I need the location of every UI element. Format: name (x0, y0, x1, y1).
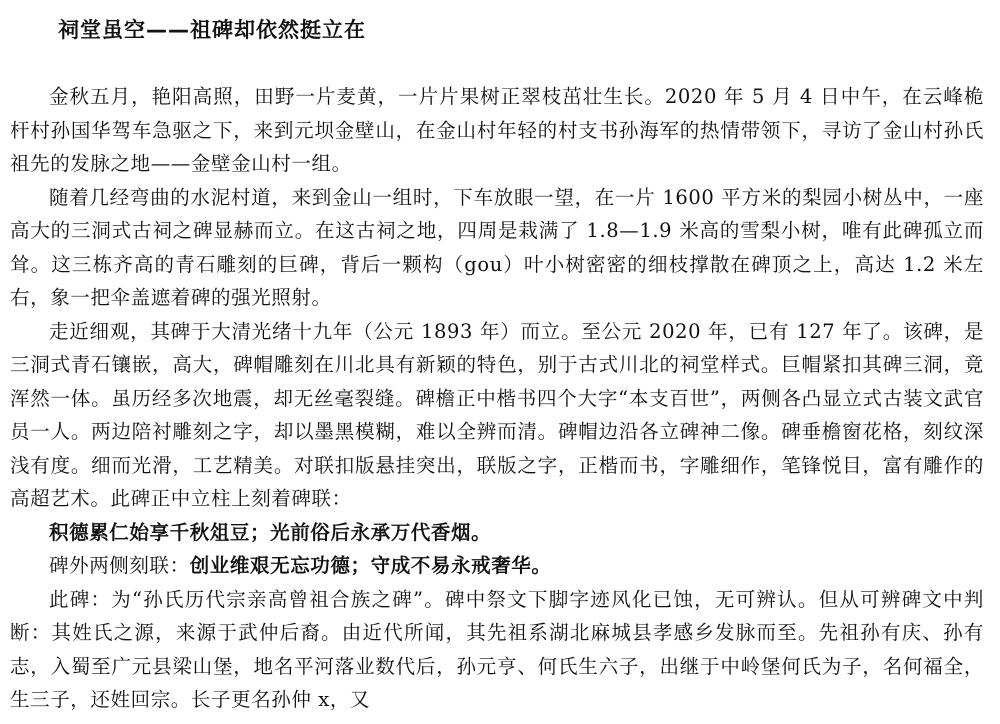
paragraph-stele-description: 走近细观，其碑于大清光绪十九年（公元 1893 年）而立。至公元 2020 年，已有 127 年了。该碑，是三洞式青石镶嵌，高大，碑帽雕刻在川北具有新颖的特色，别于古式川北的祠堂样式。巨帽紧扣其碑三洞，竟浑然一体。虽历经多次地震，却无丝毫裂缝。碑檐正中楷书四个大字“本支百世”，两侧各凸显立式古装文武官员一人。两边陪衬雕刻之字，却以墨黑模糊，难以全辨而清。碑帽边沿各立碑神二像。碑垂檐窗花格，刻纹深浅有度。细而光滑，工艺精美。对联扣版悬挂突出，联版之字，正楷而书，字雕细作，笔锋悦目，富有雕作的高超艺术。此碑正中立柱上刻着碑联： (10, 319, 984, 510)
couplet-side-lead: 碑外两侧刻联： (49, 554, 190, 577)
paragraph-origin: 此碑：为“孙氏历代宗亲高曾祖合族之碑”。碑中祭文下脚字迹风化已蚀，无可辨认。但从可辨碑文中判断：其姓氏之源，来源于武仲后裔。由近代所闻，其先祖系湖北麻城县孝感乡发脉而至。先祖孙有庆、孙有志，入蜀至广元县梁山堡，地名平河落业数代后，孙元亨、何氏生六子，出继于中岭堡何氏为子，名何福全，生三子，还姓回宗。长子更名孙仲 x，又 (10, 587, 984, 711)
article-body (10, 80, 984, 717)
couplet-side-line (10, 549, 984, 583)
couplet-side: 创业维艰无忘功德；守成不易永戒奢华。 (189, 554, 552, 577)
couplet-main: 积德累仁始享千秋俎豆；光前俗后永承万代香烟。 (49, 520, 492, 544)
article-title: 祠堂虽空——祖碑却依然挺立在 (58, 18, 366, 42)
paragraph-arrival: 随着几经弯曲的水泥村道，来到金山一组时，下车放眼一望，在一片 1600 平方米的梨园小树丛中，一座高大的三洞式古祠之碑显赫而立。在这古祠之地，四周是栽满了 1.8—1.9 米高的雪梨小树，唯有此碑孤立而耸。这三栋齐高的青石雕刻的巨碑，背后一颗构（gou）叶小树密密的细枝撑散在碑顶之上，高达 1.2 米左右，象一把伞盖遮着碑的强光照射。 (10, 185, 984, 309)
paragraph-visit: 金秋五月，艳阳高照，田野一片麦黄，一片片果树正翠枝茁壮生长。2020 年 5 月 4 日中午，在云峰桅杆村孙国华驾车急驱之下，来到元坝金壁山，在金山村年轻的村支书孙海军的热情带领下，寻访了金山村孙氏祖先的发脉之地——金壁金山村一组。 (10, 85, 984, 175)
